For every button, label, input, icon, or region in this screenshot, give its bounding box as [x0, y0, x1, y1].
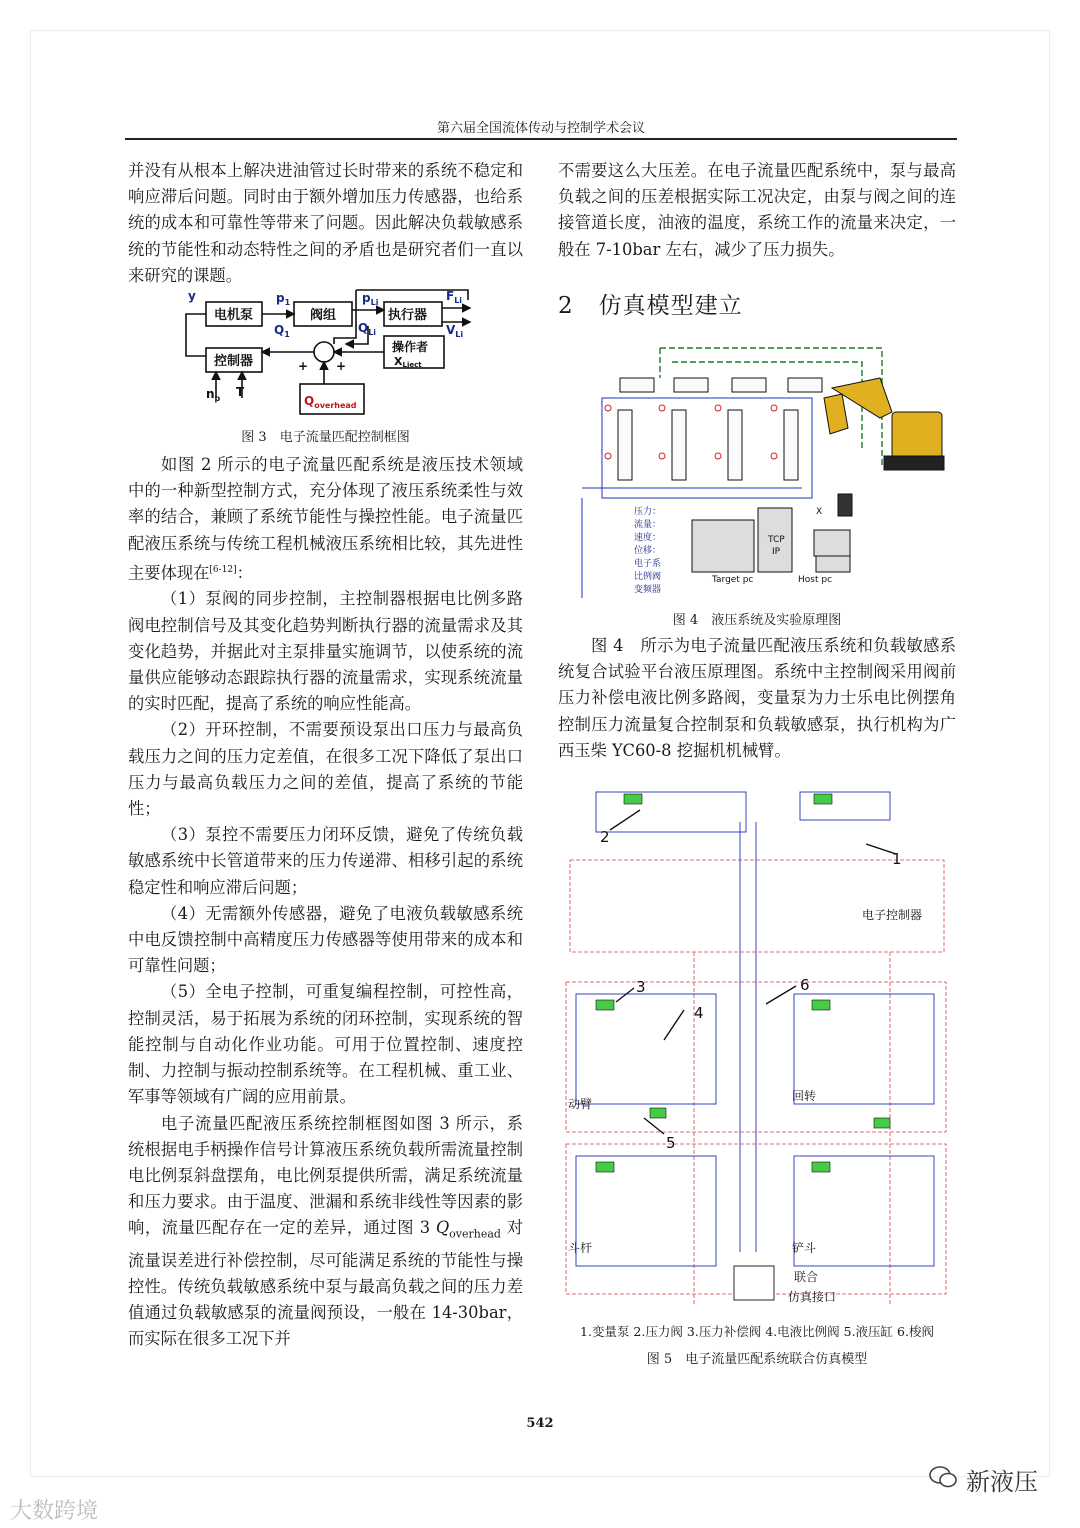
- fig3-y: y: [188, 289, 196, 303]
- page-number: 542: [526, 1416, 554, 1431]
- fig3-FLi: $F_{Li}$: [446, 289, 463, 305]
- fig3-valve-label: 阀组: [310, 308, 337, 323]
- running-header: 第六届全国流体传动与控制学术会议: [436, 121, 645, 136]
- fig3-p1: $p_1$: [276, 291, 291, 307]
- fig4-label-flow: 流量：: [634, 520, 662, 530]
- list-item: （4）无需额外传感器，避免了电液负载敏感系统中电反馈控制中高精度压力传感器等使用带来的成本和可靠性问题；: [128, 903, 523, 976]
- fig3-np: $n_p$: [206, 387, 221, 403]
- paragraph: 并没有从根本上解决进油管过长时带来的系统不稳定和响应滞后问题。同时由于额外增加压力传感器，也给系统的成本和可靠性等带来了问题。因此解决负载敏感系统的节能性和动态特性之间的矛盾也是研究者们一直以来研究的课题。: [128, 161, 523, 285]
- fig4-label-inverter: 变频器: [634, 585, 662, 595]
- watermark-left: 大数跨境: [10, 1499, 99, 1524]
- fig3-VLi: $V_{Li}$: [446, 323, 464, 339]
- header-rule: [125, 138, 957, 140]
- paragraph: 图 4 所示为电子流量匹配液压系统和负载敏感系统复合试验平台液压原理图。系统中主控制阀采用阀前压力补偿电液比例多路阀，变量泵为力士乐电比例摆角控制压力流量复合控制泵和负载敏感泵，执行机构为广西玉柴 YC60-8 挖掘机机械臂。: [558, 636, 956, 760]
- fig5-marker-1: 1: [892, 850, 902, 868]
- fig3-T: T: [236, 385, 245, 399]
- figure-4-hydraulic-diagram: [562, 338, 954, 602]
- fig3-QLi: $Q_{Li}$: [358, 321, 377, 337]
- fig4-ip: IP: [772, 547, 781, 557]
- figure-5-cosim-model: [560, 782, 954, 1314]
- fig3-plus-2: +: [336, 359, 347, 373]
- fig3-pump-label: 电机泵: [214, 308, 254, 323]
- fig4-label-prop-valve: 比例阀: [634, 572, 662, 582]
- fig3-operator-label: 操作者: [392, 340, 429, 354]
- left-column: [128, 158, 523, 289]
- fig3-plus-1: +: [298, 359, 309, 373]
- list-item: （2）开环控制，不需要预设泵出口压力与最高负载压力之间的压力定差值，在很多工况下降低了泵出口压力与最高负载压力之间的差值，提高了系统的节能性；: [128, 720, 523, 819]
- figure-4-caption: 图 4 液压系统及实验原理图: [672, 613, 842, 628]
- wechat-icon: [928, 1464, 958, 1490]
- fig3-actuator-label: 执行器: [388, 308, 428, 323]
- figure-3-block-diagram: [178, 288, 488, 418]
- fig5-marker-2: 2: [600, 828, 610, 846]
- fig5-marker-3: 3: [636, 978, 646, 996]
- right-column-body: [558, 633, 956, 764]
- right-column: [558, 158, 956, 263]
- fig4-x: X: [816, 507, 823, 517]
- fig5-label-stick: 斗杆: [568, 1241, 593, 1255]
- fig5-label-boom: 动臂: [568, 1097, 593, 1111]
- fig3-pLi: $p_{Li}$: [362, 291, 379, 307]
- list-item: （5）全电子控制，可重复编程控制，可控性高，控制灵活，易于拓展为系统的闭环控制，实现系统的智能控制与自动化作业功能。可用于位置控制、速度控制、力控制与振动控制系统等。在工程机械、重工业、军事等领域有广阔的应用前景。: [128, 982, 523, 1107]
- list-item: （3）泵控不需要压力闭环反馈，避免了传统负载敏感系统中长管道带来的压力传递滞、相移引起的系统稳定性和响应滞后问题；: [128, 825, 523, 897]
- fig3-Qoverhead: $Q_{overhead}$: [304, 394, 357, 410]
- fig3-Q1: $Q_1$: [274, 323, 290, 339]
- fig5-label-bucket: 铲斗: [792, 1241, 817, 1255]
- figure-5-legend: 1.变量泵 2.压力阀 3.压力补偿阀 4.电液比例阀 5.液压缸 6.梭阀: [580, 1324, 934, 1339]
- fig4-tcp: TCP: [768, 535, 785, 545]
- paragraph: 如图 2 所示的电子流量匹配系统是液压技术领域中的一种新型控制方式，充分体现了液压系统柔性与效率的结合，兼顾了系统节能性与操控性能。电子流量匹配液压系统与传统工程机械液压系统相比较，其先进性主要体现在[6-12]：: [128, 455, 523, 583]
- watermark-right: 新液压: [966, 1468, 1038, 1496]
- figure-5-caption: 图 5 电子流量匹配系统联合仿真模型: [646, 1352, 868, 1367]
- figure-3-caption: 图 3 电子流量匹配控制框图: [241, 430, 410, 445]
- fig5-label-controller: 电子控制器: [862, 908, 923, 922]
- fig3-controller-label: 控制器: [214, 354, 254, 369]
- left-column-body: [128, 452, 523, 1353]
- paragraph: 电子流量匹配液压系统控制框图如图 3 所示，系统根据电手柄操作信号计算液压系统负载所需流量控制电比例泵斜盘摆角，电比例泵提供所需，满足系统流量和压力要求。由于温度、泄漏和系统非线性等因素的影响，流量匹配存在一定的差异，通过图 3 $Q_{overhead}$ 对流量误差进行补偿控制，尽可能满足系统的节能性与操控性。传统负载敏感系统中泵与最高负载之间的压力差值通过负载敏感泵的流量阀预设，一般在 14-30bar，而实际在很多工况下并: [128, 1113, 523, 1349]
- fig3-X: XLject: [394, 355, 422, 369]
- fig5-marker-5: 5: [666, 1134, 676, 1152]
- paragraph: 不需要这么大压差。在电子流量匹配系统中，泵与最高负载之间的压差根据实际工况决定，由泵与阀之间的连接管道长度，油液的温度，系统工作的流量来决定，一般在 7-10bar 左右，减少了压力损失。: [558, 161, 956, 259]
- section-heading: 2 仿真模型建立: [558, 293, 743, 319]
- fig4-label-speed: 速度：: [634, 533, 662, 543]
- fig5-label-interface-1: 联合: [794, 1270, 819, 1284]
- fig4-host-pc: Host pc: [798, 575, 833, 585]
- fig5-label-swing: 回转: [792, 1089, 817, 1103]
- fig4-target-pc: Target pc: [712, 575, 754, 585]
- fig5-label-interface-2: 仿真接口: [788, 1290, 837, 1304]
- fig4-label-pressure: 压力：: [634, 507, 662, 517]
- fig4-label-electronic: 电子系: [634, 559, 662, 569]
- fig5-marker-4: 4: [694, 1004, 704, 1022]
- fig4-label-displacement: 位移：: [634, 546, 662, 556]
- list-item: （1）泵阀的同步控制，主控制器根据电比例多路阀电控制信号及其变化趋势判断执行器的流量需求及其变化趋势，并据此对主泵排量实施调节，以使系统的流量供应能够动态跟踪执行器的流量需求，实现系统流量的实时匹配，提高了系统的响应性能高。: [128, 589, 523, 714]
- fig5-marker-6: 6: [800, 976, 810, 994]
